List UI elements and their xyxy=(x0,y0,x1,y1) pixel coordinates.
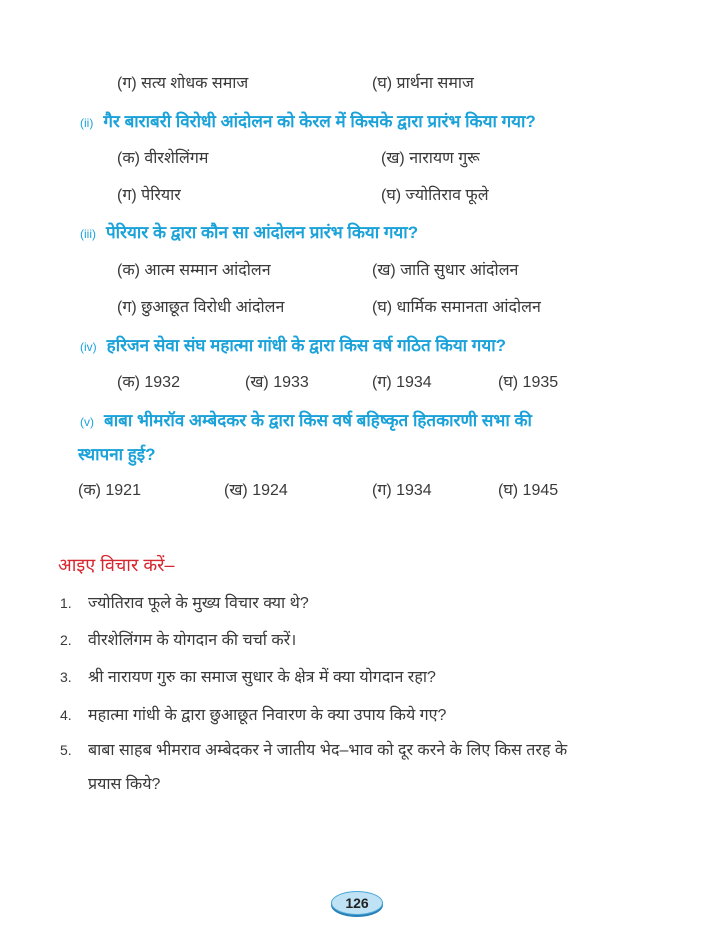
item-number: 2. xyxy=(60,632,72,648)
item-number: 4. xyxy=(60,707,72,723)
question-ii xyxy=(80,111,536,134)
option: (क) 1932 xyxy=(117,374,180,391)
option: (ख) 1924 xyxy=(224,482,288,499)
question-text-continued: स्थापना हुई? xyxy=(78,445,156,464)
option: (क) 1921 xyxy=(78,482,141,499)
question-text: हरिजन सेवा संघ महात्मा गांधी के द्वारा किस वर्ष गठित किया गया? xyxy=(106,336,507,355)
item-number: 3. xyxy=(60,669,72,685)
option: (ग) छुआछूत विरोधी आंदोलन xyxy=(117,299,285,316)
option: (ग) 1934 xyxy=(372,482,432,499)
option: (ख) जाति सुधार आंदोलन xyxy=(372,262,519,279)
list-item xyxy=(60,739,567,762)
option: (घ) प्रार्थना समाज xyxy=(372,75,474,92)
list-item xyxy=(60,666,436,689)
item-text: श्री नारायण गुरु का समाज सुधार के क्षेत्र में क्या योगदान रहा? xyxy=(88,669,436,686)
item-text: बाबा साहब भीमराव अम्बेदकर ने जातीय भेद–भाव को दूर करने के लिए किस तरह के xyxy=(88,742,568,759)
question-text: गैर बाराबरी विरोधी आंदोलन को केरल में किसके द्वारा प्रारंभ किया गया? xyxy=(103,112,536,131)
list-item-continued: प्रयास किये? xyxy=(88,776,161,793)
question-number: (iii) xyxy=(80,227,96,241)
option: (क) वीरशेलिंगम xyxy=(117,150,209,167)
item-number: 1. xyxy=(60,595,72,611)
option: (घ) 1935 xyxy=(498,374,559,391)
option: (क) आत्म सम्मान आंदोलन xyxy=(117,262,271,279)
option: (घ) ज्योतिराव फूले xyxy=(381,187,489,204)
question-number: (ii) xyxy=(80,116,94,130)
option: (ग) सत्य शोधक समाज xyxy=(117,75,249,92)
page-number: 126 xyxy=(331,891,383,915)
option: (ख) 1933 xyxy=(245,374,309,391)
item-text: ज्योतिराव फूले के मुख्य विचार क्या थे? xyxy=(88,595,309,612)
list-item xyxy=(60,704,446,727)
option: (घ) धार्मिक समानता आंदोलन xyxy=(372,299,541,316)
option: (ग) पेरियार xyxy=(117,187,181,204)
item-text: महात्मा गांधी के द्वारा छुआछूत निवारण के क्या उपाय किये गए? xyxy=(88,707,447,724)
option: (ख) नारायण गुरू xyxy=(381,150,480,167)
option: (ग) 1934 xyxy=(372,374,432,391)
list-item xyxy=(60,592,309,615)
item-number: 5. xyxy=(60,742,72,758)
list-item xyxy=(60,629,296,652)
question-iv xyxy=(80,335,506,358)
question-text: पेरियार के द्वारा कौन सा आंदोलन प्रारंभ किया गया? xyxy=(106,223,419,242)
question-iii xyxy=(80,222,418,245)
question-number: (v) xyxy=(80,415,94,429)
question-number: (iv) xyxy=(80,340,97,354)
question-v xyxy=(80,410,532,433)
question-text: बाबा भीमरॉव अम्बेदकर के द्वारा किस वर्ष बहिष्कृत हितकारणी सभा की xyxy=(104,411,532,430)
option: (घ) 1945 xyxy=(498,482,559,499)
section-heading: आइए विचार करें– xyxy=(58,555,175,575)
item-text: वीरशेलिंगम के योगदान की चर्चा करें। xyxy=(88,632,297,649)
